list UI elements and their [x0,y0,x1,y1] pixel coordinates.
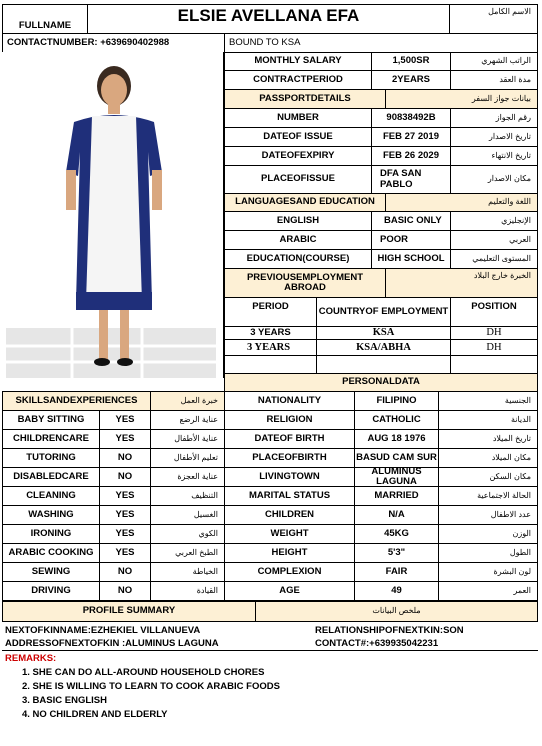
profile-summary-label: PROFILE SUMMARY [2,601,256,622]
skill-label: DISABLEDCARE [2,467,100,487]
personal-value: CATHOLIC [354,410,439,430]
skill-ar: عناية الرضع [150,410,225,430]
personal-label: DATEOF BIRTH [224,429,355,449]
personal-value: ALUMINUS LAGUNA [354,467,439,487]
passport-number: 90838492B [371,108,451,128]
contract-value: 2YEARS [371,70,451,90]
skill-label: CLEANING [2,486,100,506]
skill-label: ARABIC COOKING [2,543,100,563]
skill-ar: الغسيل [150,505,225,525]
personal-ar: تاريخ الميلاد [438,429,538,449]
skill-ar: عناية الأطفال [150,429,225,449]
skill-label: DRIVING [2,581,100,601]
employment-row-2-position: DH [450,339,538,356]
fullname-label: FULLNAME [2,4,88,34]
remark-item: 3. BASIC ENGLISH [22,695,107,706]
place-of-issue-arabic: مكان الاصدار [450,165,538,194]
employment-row-3-period [224,355,317,374]
skill-ar: الطبخ العربي [150,543,225,563]
personal-data-title: PERSONALDATA [224,373,538,392]
skill-value: NO [99,448,151,468]
employment-row-1-position: DH [450,326,538,340]
salary-arabic: الراتب الشهري [450,52,538,71]
salary-label: MONTHLY SALARY [224,52,372,71]
personal-value: N/A [354,505,439,525]
personal-label: COMPLEXION [224,562,355,582]
language-english-arabic: الإنجليزي [450,211,538,231]
candidate-name: ELSIE AVELLANA EFA [87,4,450,34]
language-english-value: BASIC ONLY [371,211,451,231]
remarks-label: REMARKS: [5,653,57,664]
language-arabic-value: POOR [371,230,451,250]
expiry-arabic: تاريخ الانتهاء [450,146,538,166]
employment-row-2-period: 3 YEARS [224,339,317,356]
skill-ar: تعليم الأطفال [150,448,225,468]
skill-label: CHILDRENCARE [2,429,100,449]
personal-ar: الحالة الاجتماعية [438,486,538,506]
remarks-list [22,667,280,723]
skill-value: YES [99,486,151,506]
personal-value: 49 [354,581,439,601]
employment-row-1-period: 3 YEARS [224,326,317,340]
skill-label: IRONING [2,524,100,544]
skill-label: WASHING [2,505,100,525]
education-arabic: المستوى التعليمي [450,249,538,269]
next-of-kin-relationship: RELATIONSHIPOFNEXTKIN:SON [315,625,464,636]
salary-value: 1,500SR [371,52,451,71]
position-header: POSITION [450,297,538,327]
personal-value: AUG 18 1976 [354,429,439,449]
expiry-value: FEB 26 2029 [371,146,451,166]
skill-value: YES [99,543,151,563]
skill-value: YES [99,524,151,544]
person-figure [2,52,224,378]
issue-arabic: تاريخ الاصدار [450,127,538,147]
language-arabic-arabic: العربي [450,230,538,250]
education-value: HIGH SCHOOL [371,249,451,269]
personal-label: HEIGHT [224,543,355,563]
contract-arabic: مدة العقد [450,70,538,90]
previous-employment-title: PREVIOUSEMPLOYMENT ABROAD [224,268,386,298]
employment-row-3-position [450,355,538,374]
personal-ar: مكان الميلاد [438,448,538,468]
skill-ar: الكوي [150,524,225,544]
personal-value: FAIR [354,562,439,582]
next-of-kin-name: NEXTOFKINNAME:EZHEKIEL VILLANUEVA [5,625,201,636]
personal-label: AGE [224,581,355,601]
next-of-kin-address: ADDRESSOFNEXTOFKIN :ALUMINUS LAGUNA [5,638,219,649]
bound-to: BOUND TO KSA [224,33,538,53]
issue-label: DATEOF ISSUE [224,127,372,147]
employment-row-2-country: KSA/ABHA [316,339,451,356]
skill-label: TUTORING [2,448,100,468]
contact-number: CONTACTNUMBER: +639690402988 [2,33,225,53]
skills-title: SKILLSANDEXPERIENCES [2,391,151,411]
fullname-arabic: الاسم الكامل [449,4,538,34]
personal-ar: عدد الاطفال [438,505,538,525]
personal-label: NATIONALITY [224,391,355,411]
language-english-label: ENGLISH [224,211,372,231]
language-arabic-label: ARABIC [224,230,372,250]
skill-value: YES [99,429,151,449]
personal-label: PLACEOFBIRTH [224,448,355,468]
candidate-photo [2,52,224,378]
remark-item: 2. SHE IS WILLING TO LEARN TO COOK ARABIC FOODS [22,681,280,692]
personal-value: FILIPINO [354,391,439,411]
skill-label: SEWING [2,562,100,582]
skills-title-arabic: خبرة العمل [150,391,225,411]
skill-ar: التنظيف [150,486,225,506]
country-header: COUNTRYOF EMPLOYMENT [316,297,451,327]
place-of-issue-value: DFA SAN PABLO [371,165,451,194]
employment-row-1-country: KSA [316,326,451,340]
personal-ar: لون البشرة [438,562,538,582]
period-header: PERIOD [224,297,317,327]
remark-item: 1. SHE CAN DO ALL-AROUND HOUSEHOLD CHORES [22,667,265,678]
employment-row-3-country [316,355,451,374]
personal-ar: العمر [438,581,538,601]
skill-ar: القيادة [150,581,225,601]
passport-number-label: NUMBER [224,108,372,128]
skill-value: YES [99,410,151,430]
issue-value: FEB 27 2019 [371,127,451,147]
personal-ar: الطول [438,543,538,563]
passport-number-arabic: رقم الجواز [450,108,538,128]
education-label: EDUCATION(COURSE) [224,249,372,269]
skill-value: NO [99,581,151,601]
skill-value: NO [99,562,151,582]
languages-title-arabic: اللغة والتعليم [385,193,538,212]
personal-value: 45KG [354,524,439,544]
skill-ar: الخياطة [150,562,225,582]
passport-title-arabic: بيانات جواز السفر [385,89,538,109]
personal-label: WEIGHT [224,524,355,544]
personal-label: MARITAL STATUS [224,486,355,506]
expiry-label: DATEOFEXPIRY [224,146,372,166]
skill-label: BABY SITTING [2,410,100,430]
place-of-issue-label: PLACEOFISSUE [224,165,372,194]
skill-ar: عناية العجزة [150,467,225,487]
remark-item: 4. NO CHILDREN AND ELDERLY [22,709,168,720]
profile-summary-arabic: ملخص البيانات [255,601,538,622]
previous-employment-title-arabic: الخبرة خارج البلاد [385,268,538,298]
languages-title: LANGUAGESAND EDUCATION [224,193,386,212]
personal-label: LIVINGTOWN [224,467,355,487]
personal-ar: الوزن [438,524,538,544]
personal-ar: الجنسية [438,391,538,411]
next-of-kin-contact: CONTACT#:+639935042231 [315,638,439,649]
passport-title: PASSPORTDETAILS [224,89,386,109]
contract-label: CONTRACTPERIOD [224,70,372,90]
personal-value: MARRIED [354,486,439,506]
personal-label: RELIGION [224,410,355,430]
skill-value: YES [99,505,151,525]
personal-label: CHILDREN [224,505,355,525]
skill-value: NO [99,467,151,487]
personal-ar: الديانة [438,410,538,430]
kin-divider [2,650,538,651]
personal-value: BASUD CAM SUR [354,448,439,468]
personal-value: 5'3" [354,543,439,563]
personal-ar: مكان السكن [438,467,538,487]
